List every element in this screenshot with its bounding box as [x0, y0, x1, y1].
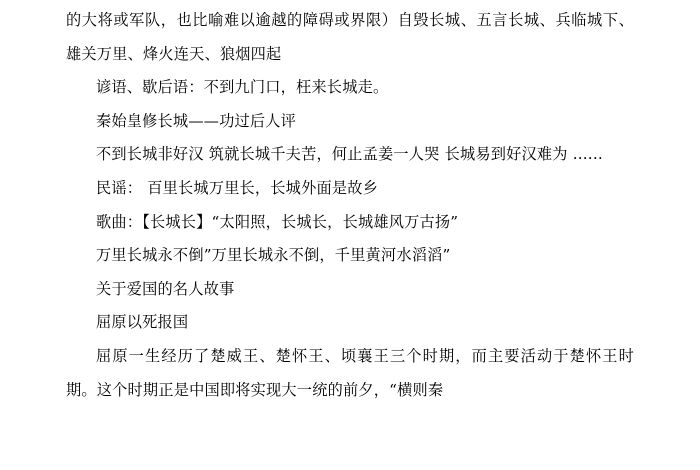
paragraph: 谚语、歇后语：不到九门口，枉来长城走。: [96, 78, 389, 97]
paragraph: 民谣： 百里长城万里长，长城外面是故乡: [96, 178, 379, 197]
paragraph: 歌曲：【长城长】“太阳照，长城长，长城雄风万古扬”: [96, 212, 459, 231]
paragraph: 关于爱国的名人故事: [96, 279, 235, 298]
paragraph: 的大将或军队，也比喻难以逾越的障碍或界限）自毁长城、五言长城、兵临城下、雄关万里、烽火连天、狼烟四起: [66, 11, 634, 63]
paragraph: 万里长城永不倒”万里长城永不倒，千里黄河水滔滔”: [96, 246, 451, 265]
paragraph: 屈原一生经历了楚威王、楚怀王、顷襄王三个时期，而主要活动于楚怀王时期。这个时期正是中国即将实现大一统的前夕，“横则秦: [66, 346, 634, 399]
paragraph: 不到长城非好汉 筑就长城千夫苦，何止孟姜一人哭 长城易到好汉难为 ......: [96, 145, 603, 164]
paragraph: 屈原以死报国: [96, 313, 189, 332]
paragraph: 秦始皇修长城——功过后人评: [96, 111, 297, 130]
